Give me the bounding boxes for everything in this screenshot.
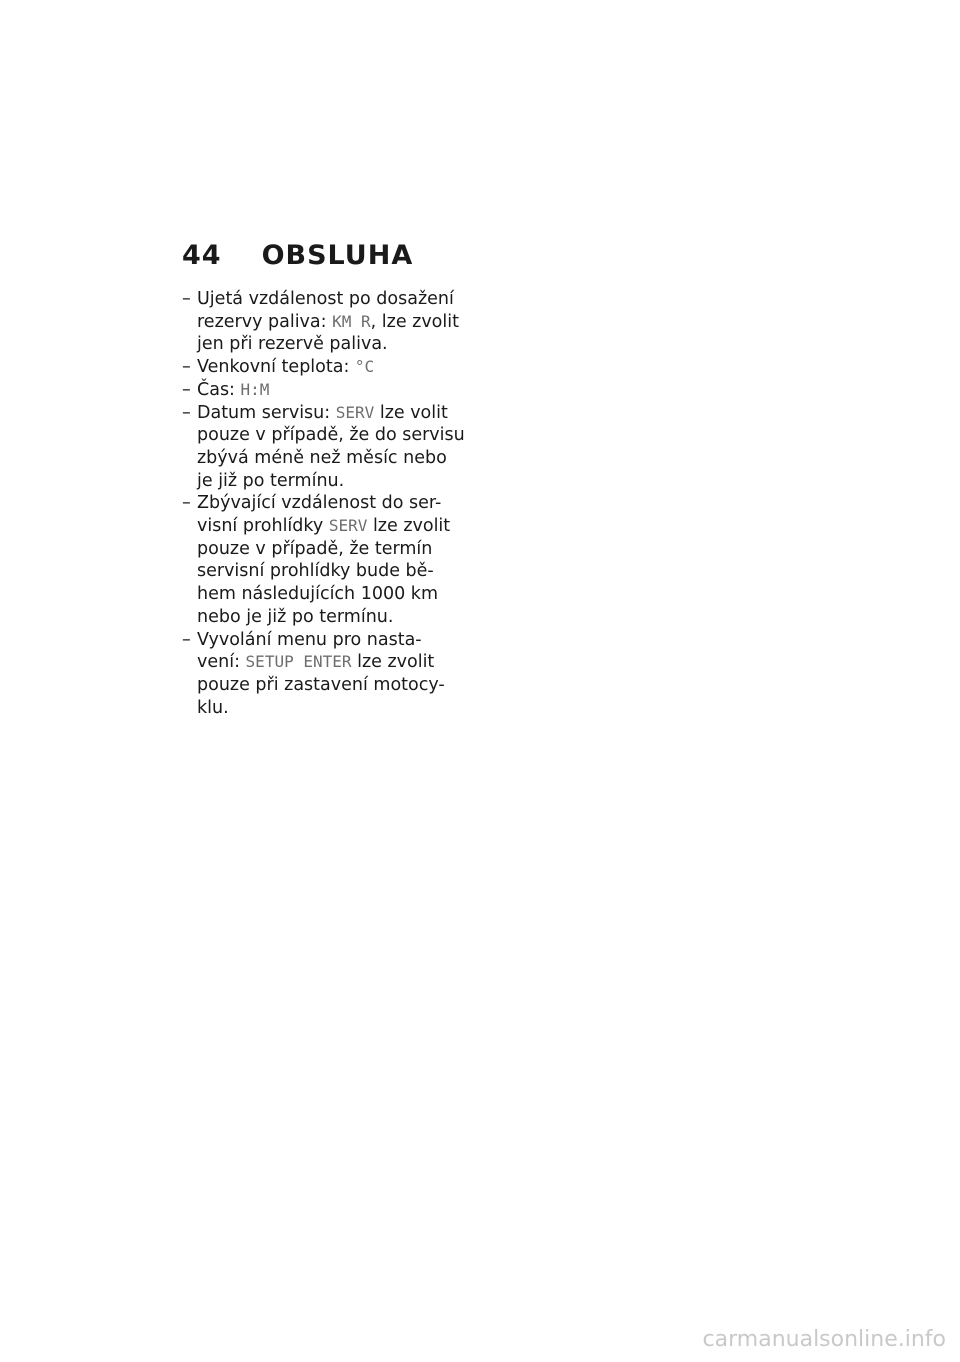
text-line: [197, 538, 457, 561]
text-run: lze zvolit: [351, 652, 435, 673]
text-run: je již po termínu.: [197, 470, 345, 491]
text-run: pouze při zastavení motocy-: [197, 674, 445, 695]
text-run: lze zvolit: [367, 516, 451, 537]
list-item-text: [197, 288, 459, 356]
text-line: [197, 697, 457, 720]
text-run: rezervy paliva:: [197, 311, 333, 332]
text-line: [197, 288, 459, 311]
list-item-text: [197, 492, 457, 628]
text-line: [197, 424, 465, 447]
text-run: zbývá méně než měsíc nebo: [197, 447, 447, 468]
text-run: pouze v případě, že do servisu: [197, 425, 465, 446]
text-run: jen při rezervě paliva.: [197, 334, 388, 355]
display-indicator-text: SERV: [328, 516, 368, 536]
text-line: [197, 515, 457, 538]
text-run: Datum servisu:: [197, 402, 336, 423]
list-item-text: [197, 379, 457, 402]
text-run: Čas:: [197, 379, 241, 400]
text-run: Zbývající vzdálenost do ser-: [197, 493, 442, 514]
page-number: 44: [182, 240, 222, 271]
display-indicator-text: H:M: [240, 379, 270, 399]
list-dash: –: [182, 379, 191, 400]
text-run: visní prohlídky: [197, 516, 329, 537]
list-dash: –: [182, 402, 191, 423]
list-dash: –: [182, 629, 191, 650]
list-item: [182, 356, 457, 379]
text-run: nebo je již po termínu.: [197, 606, 394, 627]
list-item: [182, 629, 457, 720]
watermark-url[interactable]: carmanualsonline.info: [702, 1327, 946, 1352]
text-run: Ujetá vzdálenost po dosažení: [197, 289, 454, 309]
text-line: [197, 674, 457, 697]
list-dash: –: [182, 289, 191, 309]
text-run: lze volit: [374, 402, 448, 423]
list-item-text: [197, 356, 457, 379]
bullet-list: [182, 288, 465, 719]
text-run: , lze zvolit: [370, 311, 459, 332]
list-item: [182, 288, 457, 356]
text-line: [197, 492, 457, 515]
text-run: vení:: [197, 652, 246, 673]
text-run: servisní prohlídky bude bě-: [197, 561, 434, 582]
text-line: [197, 333, 459, 356]
text-run: Venkovní teplota:: [197, 357, 355, 378]
text-line: [197, 629, 457, 652]
display-indicator-text: SERV: [335, 402, 375, 422]
text-line: [197, 447, 465, 470]
text-run: hem následujících 1000 km: [197, 584, 438, 605]
text-line: [197, 583, 457, 606]
list-dash: –: [182, 357, 191, 378]
page-header: [182, 240, 413, 271]
display-indicator-text: °C: [354, 357, 375, 377]
text-line: [197, 651, 457, 674]
section-title: OBSLUHA: [261, 240, 414, 271]
text-line: [197, 311, 459, 334]
text-run: klu.: [197, 697, 229, 718]
list-item-text: [197, 629, 457, 720]
text-line: [197, 402, 465, 425]
text-line: [197, 560, 457, 583]
text-line: [197, 606, 457, 629]
list-item: [182, 379, 457, 402]
text-line: [197, 356, 457, 379]
list-item: [182, 402, 465, 493]
list-dash: –: [182, 493, 191, 514]
text-line: [197, 379, 457, 402]
list-item: [182, 492, 457, 628]
display-indicator-text: KM R: [332, 311, 371, 331]
text-run: pouze v případě, že termín: [197, 538, 433, 559]
display-indicator-text: SETUP ENTER: [245, 652, 352, 672]
text-line: [197, 470, 465, 493]
text-run: Vyvolání menu pro nasta-: [197, 629, 422, 650]
list-item-text: [197, 402, 465, 493]
